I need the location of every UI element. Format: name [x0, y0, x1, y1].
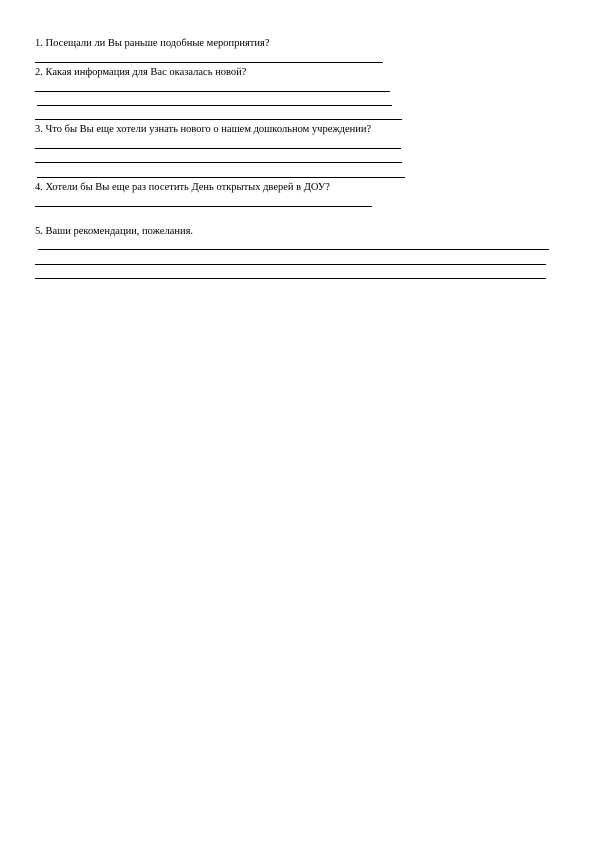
answer-line-3-3[interactable] [37, 177, 405, 178]
question-4-number: 4. [35, 182, 43, 193]
question-4-text: Хотели бы Вы еще раз посетить День открытых дверей в ДОУ? [45, 182, 330, 193]
answer-line-4-1[interactable] [35, 206, 372, 207]
answer-line-5-2[interactable] [35, 264, 546, 265]
question-5-text: Ваши рекомендации, пожелания. [45, 226, 194, 237]
answer-line-2-2[interactable] [37, 105, 392, 106]
question-2 [35, 67, 246, 79]
question-3-text: Что бы Вы еще хотели узнать нового о нашем дошкольном учреждении? [45, 124, 372, 135]
question-1 [35, 38, 270, 50]
answer-line-3-2[interactable] [35, 162, 402, 163]
question-1-text: Посещали ли Вы раньше подобные мероприятия? [45, 38, 270, 49]
question-5 [35, 226, 193, 238]
answer-line-2-3[interactable] [35, 119, 402, 120]
question-4 [35, 182, 330, 194]
question-5-number: 5. [35, 226, 43, 237]
answer-line-5-3[interactable] [35, 278, 546, 279]
answer-line-1-1[interactable] [35, 62, 383, 63]
question-1-number: 1. [35, 38, 43, 49]
question-2-text: Какая информация для Вас оказалась новой? [45, 67, 247, 78]
question-3 [35, 124, 371, 136]
question-2-number: 2. [35, 67, 43, 78]
answer-line-2-1[interactable] [35, 91, 390, 92]
answer-line-5-1[interactable] [38, 249, 549, 250]
question-3-number: 3. [35, 124, 43, 135]
answer-line-3-1[interactable] [35, 148, 401, 149]
